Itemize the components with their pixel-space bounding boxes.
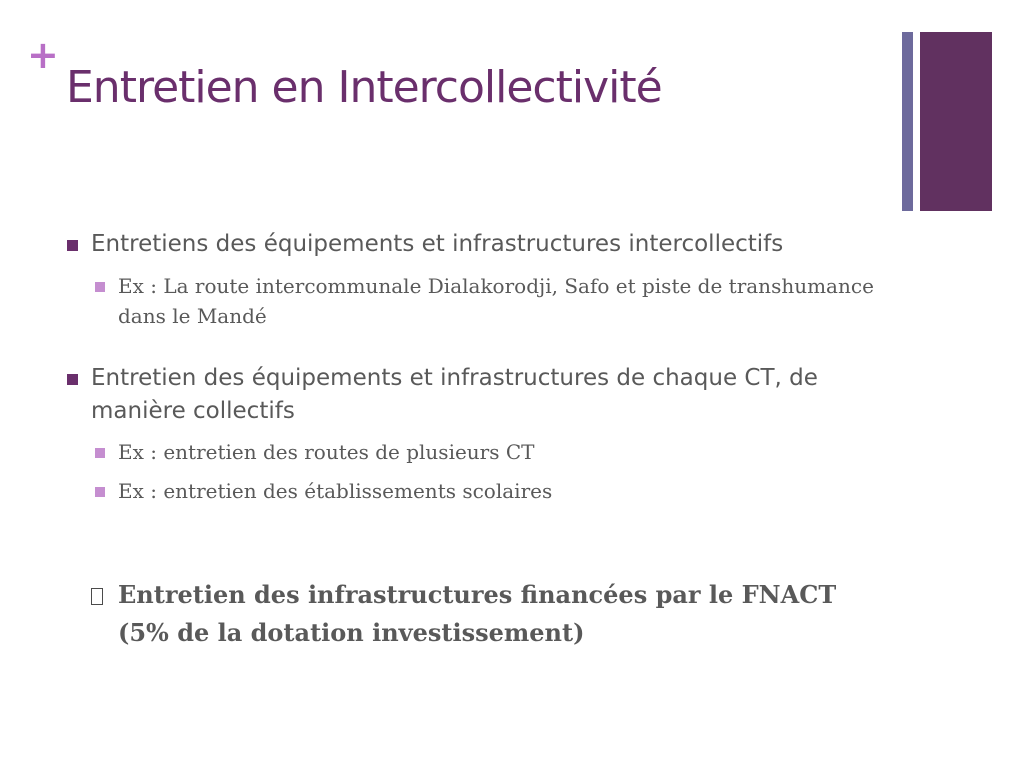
bullet-item: Entretiens des équipements et infrastructures intercollectifs (91, 231, 784, 257)
square-bullet-icon (95, 448, 105, 458)
sub-bullet-item: Ex : La route intercommunale Dialakorodji, Safo et piste de transhumance dans le Mandé (118, 274, 874, 328)
sub-bullet-item: Ex : entretien des établissements scolaires (118, 479, 553, 503)
slide-title: Entretien en Intercollectivité (66, 62, 662, 113)
plus-marker: + (27, 33, 59, 77)
emphasis-item: Entretien des infrastructures financées par le FNACT (5% de la dotation investissement) (118, 580, 837, 647)
square-bullet-icon (95, 282, 105, 292)
square-bullet-icon (67, 240, 78, 251)
bullet-item: Entretien des équipements et infrastructures de chaque CT, de manière collectifs (91, 365, 818, 424)
square-bullet-icon (67, 374, 78, 385)
sub-bullet-item: Ex : entretien des routes de plusieurs CT (118, 440, 535, 464)
hollow-bullet-icon (91, 588, 103, 605)
square-bullet-icon (95, 487, 105, 497)
